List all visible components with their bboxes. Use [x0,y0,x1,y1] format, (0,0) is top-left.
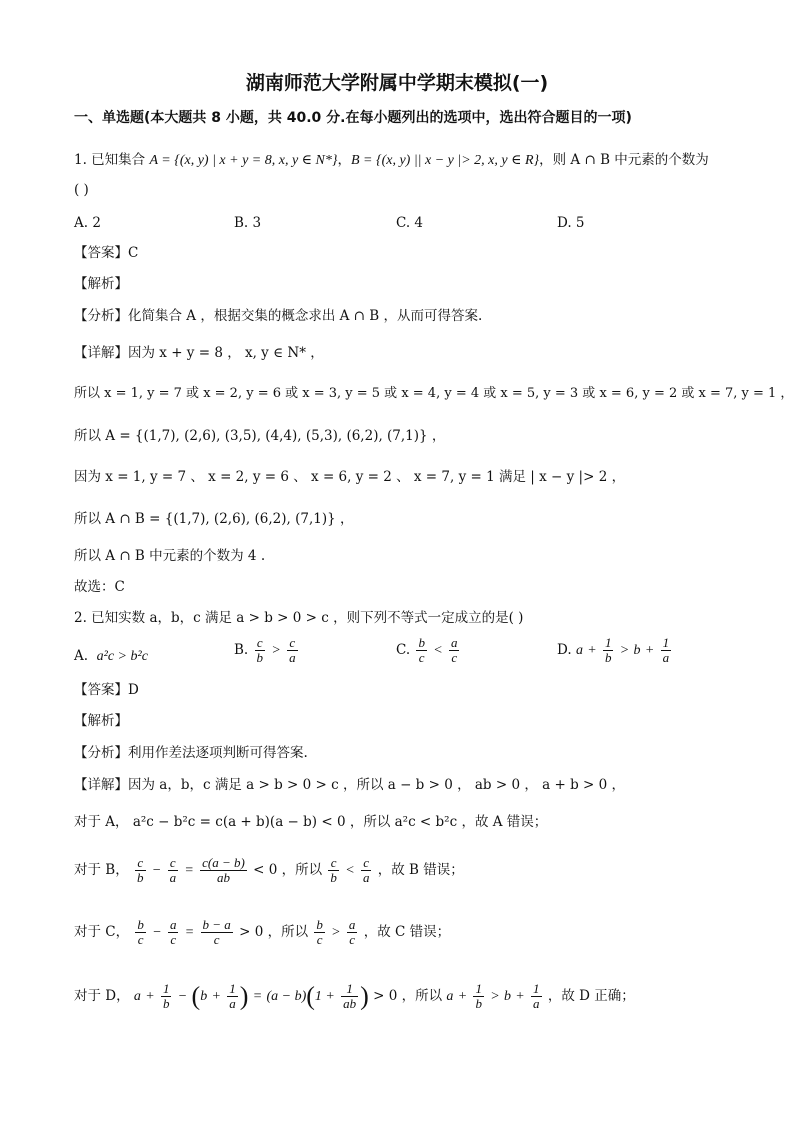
numerator: 1 [162,981,170,996]
q2-for-d [74,976,734,1017]
paren: ( [191,981,201,1011]
numerator: a [450,635,458,650]
operator: + [515,989,525,1004]
variable: b [200,989,208,1004]
for-b-prefix: 对于 B， [74,862,129,878]
q1-line-2: 所以 A = {(1,7), (2,6), (3,5), (4,4), (5,3), (6,2), (7,1)} ， [74,428,446,444]
denominator: a [362,870,370,885]
q2-xiangjie: 【详解】因为 a，b，c 满足 a > b > 0 > c ，所以 a − b > 0 ， ab > 0 ， a + b > 0 ， [74,777,625,793]
paren: ) [360,981,369,1011]
denominator: ab [343,996,357,1011]
fraction [135,918,146,947]
operator: > [331,925,341,940]
denominator: c [418,650,425,665]
operator: + [145,989,155,1004]
fraction [200,856,247,885]
denominator: c [137,932,144,947]
section-heading: 一、单选题(本大题共 8 小题，共 40.0 分.在每小题列出的选项中，选出符合题目的一项) [74,110,632,126]
q1-line-3: 因为 x = 1, y = 7 、 x = 2, y = 6 、 x = 6, y = 2 、 x = 7, y = 1 满足 | x − y |> 2 ， [74,469,626,485]
q1-set-a: A = {(x, y) | x + y = 8, x, y ∈ N*} [149,153,338,168]
fraction [314,918,325,947]
denominator: c [316,932,323,947]
numerator: c(a − b) [202,855,245,870]
q1-option-b: B. 3 [234,215,262,231]
numerator: c [255,636,266,651]
fraction [287,636,298,665]
operator: < [345,863,355,878]
denominator: b [256,650,264,665]
numerator: c [135,856,146,871]
q1-paren: ( ) [74,182,89,198]
for-d-suffix: ，故 D 正确； [547,988,635,1004]
numerator: 1 [475,981,482,996]
q1-set-b: B = {(x, y) || x − y |> 2, x, y ∈ R} [350,153,540,168]
denominator: c [451,650,458,665]
paren: ( [306,981,315,1011]
q2-option-b [234,636,300,665]
fraction [168,918,179,947]
operator: = [184,925,195,940]
operator: + [211,989,221,1004]
for-c-prefix: 对于 C， [74,924,130,940]
operator: − [177,989,188,1004]
operator: > [271,643,281,658]
q2-option-d-label: D. [557,642,572,658]
operator: − [152,925,162,940]
operator: + [587,643,597,658]
for-c-mid: > 0 ，所以 [239,924,309,940]
q2-answer: 【答案】D [74,682,139,698]
term: 1 + [314,989,335,1004]
q1-option-a: A. 2 [74,215,101,231]
fraction [227,982,238,1011]
denominator: b [137,870,144,885]
factor: (a − b) [266,989,307,1004]
variable: a [133,989,141,1004]
q2-for-c [74,914,734,951]
numerator: c [168,856,179,871]
fraction [416,636,427,665]
q1-line-5: 所以 A ∩ B 中元素的个数为 4 . [74,548,266,564]
numerator: b [137,917,144,932]
fraction [449,636,460,665]
fraction [328,856,339,885]
numerator: c [287,636,298,651]
q2-option-a-expr: a²c > b²c [96,649,148,664]
q2-option-d [557,636,673,665]
paren: ) [239,981,249,1011]
q1-stem [74,150,734,171]
for-b-suffix: ，故 B 错误； [377,862,464,878]
denominator: a [289,650,296,665]
denominator: b [162,996,170,1011]
fraction [168,856,179,885]
numerator: 1 [229,981,236,996]
for-b-mid: < 0 ，所以 [253,862,323,878]
variable: a [575,643,583,658]
q1-answer: 【答案】C [74,245,139,261]
operator: + [457,989,468,1004]
fraction [161,982,172,1011]
operator: = [252,989,263,1004]
q2-option-b-label: B. [234,642,249,658]
q1-sep: ， [337,152,351,168]
page-title: 湖南师范大学附属中学期末模拟(一) [245,72,549,94]
numerator: a [348,917,356,932]
numerator: 1 [533,981,540,996]
operator: = [184,863,194,878]
for-d-mid: > 0 ，所以 [373,988,443,1004]
q2-stem: 2. 已知实数 a，b，c 满足 a > b > 0 > c ，则下列不等式一定成立的是( ) [74,610,524,626]
fraction [347,918,358,947]
denominator: b [475,996,482,1011]
q2-for-b [74,852,734,889]
q1-fenxi: 【分析】化简集合 A ，根据交集的概念求出 A ∩ B ，从而可得答案. [74,308,483,324]
q2-option-a [74,646,148,667]
q2-option-c-label: C. [396,642,411,658]
denominator: ab [216,870,230,885]
fraction [603,636,614,665]
fraction [531,982,542,1011]
q2-option-a-label: A. [74,648,89,664]
fraction [201,918,233,947]
for-c-suffix: ，故 C 错误； [363,924,451,940]
q1-prefix: 1. 已知集合 [74,152,146,168]
variable: b [504,989,511,1004]
operator: > [490,989,500,1004]
q2-for-a: 对于 A， a²c − b²c = c(a + b)(a − b) < 0 ，所以 a²c < b²c ，故 A 错误； [74,814,548,830]
numerator: a [169,917,177,932]
denominator: a [662,650,670,665]
operator: < [433,643,443,658]
fraction [661,636,672,665]
q1-option-c: C. 4 [396,215,424,231]
fraction [361,856,372,885]
fraction [255,636,266,665]
q1-line-1: 所以 x = 1, y = 7 或 x = 2, y = 6 或 x = 3, y = 5 或 x = 4, y = 4 或 x = 5, y = 3 或 x = 6, y = 2 或 x = 7, y = 1 ， [74,386,794,401]
denominator: b [330,870,337,885]
variable: a [446,989,454,1004]
denominator: c [213,932,220,947]
for-d-prefix: 对于 D， [74,988,130,1004]
q1-line-4: 所以 A ∩ B = {(1,7), (2,6), (6,2), (7,1)} ， [74,511,354,527]
q1-choose: 故选：C [74,579,125,595]
q1-option-d: D. 5 [557,215,585,231]
numerator: b [316,917,323,932]
fraction [473,982,484,1011]
q1-suffix: ，则 A ∩ B 中元素的个数为 [539,152,709,168]
denominator: a [169,870,177,885]
numerator: c [361,856,372,871]
numerator: b [418,635,425,650]
q2-analysis-label: 【解析】 [74,713,128,729]
fraction [135,856,146,885]
numerator: 1 [604,635,612,650]
fraction [341,982,358,1011]
numerator: b − a [202,917,231,932]
denominator: c [349,932,356,947]
operator: − [151,863,162,878]
q1-xiangjie: 【详解】因为 x + y = 8 ， x, y ∈ N* ， [74,345,324,361]
denominator: a [533,996,540,1011]
operator: + [644,643,655,658]
numerator: 1 [662,635,670,650]
denominator: c [170,932,177,947]
numerator: 1 [341,982,358,997]
denominator: b [604,650,612,665]
q2-option-c [396,636,461,665]
operator: > [619,643,630,658]
numerator: c [328,856,339,871]
denominator: a [229,996,236,1011]
q2-fenxi: 【分析】利用作差法逐项判断可得答案. [74,745,308,761]
q1-analysis-label: 【解析】 [74,276,128,292]
variable: b [633,643,641,658]
